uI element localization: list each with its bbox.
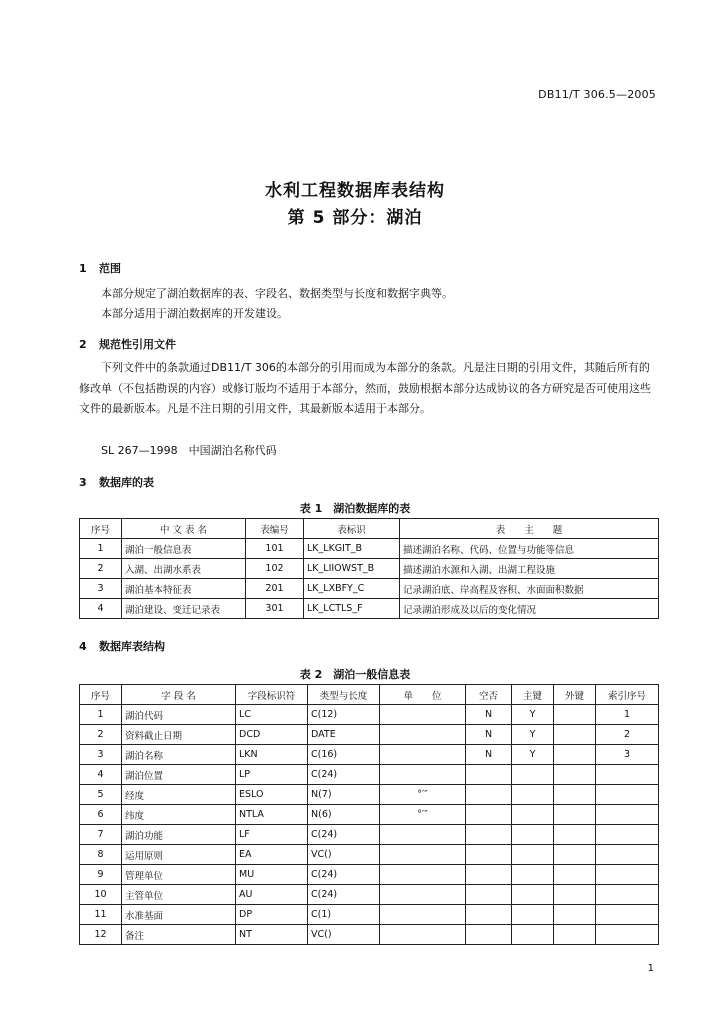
table-cell <box>466 825 512 845</box>
table-cell: 入湖、出湖水系表 <box>122 559 246 579</box>
table-cell: C(24) <box>308 865 380 885</box>
table-cell: °′″ <box>380 805 466 825</box>
table-row <box>80 865 659 885</box>
table-cell <box>554 725 596 745</box>
table-cell <box>512 925 554 945</box>
table-cell: 湖泊建设、变迁记录表 <box>122 599 246 619</box>
table-cell <box>512 845 554 865</box>
table-row <box>80 745 659 765</box>
table-cell <box>466 765 512 785</box>
table-cell <box>596 925 659 945</box>
table-row <box>80 539 659 559</box>
table-cell <box>380 925 466 945</box>
table-2-caption: 表 2 湖泊一般信息表 <box>299 668 411 681</box>
table-cell: 4 <box>80 599 122 619</box>
section-2-paragraph: 下列文件中的条款通过DB11/T 306的本部分的引用而成为本部分的条款。凡是注日期的引用文件，其随后所有的修改单（不包括勘误的内容）或修订版均不适用于本部分，然而，鼓励根据本部分达成协议的各方研究是否可使用这些文件的最新版本。凡是不注日期的引用文件，其最新版本适用于本部分。 <box>79 361 651 415</box>
table-cell <box>380 825 466 845</box>
section-1-paragraph-2: 本部分适用于湖泊数据库的开发建设。 <box>101 307 288 320</box>
table-cell: 水准基面 <box>122 905 236 925</box>
section-title: 数据库表结构 <box>99 640 165 653</box>
table-cell: MU <box>236 865 308 885</box>
table-cell <box>512 805 554 825</box>
table-cell <box>380 865 466 885</box>
table-cell: 经度 <box>122 785 236 805</box>
table-cell <box>596 785 659 805</box>
table-cell: 主管单位 <box>122 885 236 905</box>
table-cell: LP <box>236 765 308 785</box>
table-cell: LF <box>236 825 308 845</box>
table-row <box>80 785 659 805</box>
table-row <box>80 765 659 785</box>
table-cell: 11 <box>80 905 122 925</box>
table-cell: 1 <box>80 539 122 559</box>
section-number: 2 <box>79 338 87 351</box>
table-cell: 3 <box>80 579 122 599</box>
table-header-row <box>80 685 659 705</box>
section-number: 3 <box>79 476 87 489</box>
table-cell: 2 <box>80 725 122 745</box>
table-cell: C(24) <box>308 825 380 845</box>
table-cell: 管理单位 <box>122 865 236 885</box>
table-cell: 2 <box>80 559 122 579</box>
table-cell: 记录湖泊底、岸高程及容积、水面面积数据 <box>400 579 659 599</box>
table-cell: 湖泊功能 <box>122 825 236 845</box>
table-cell: 301 <box>246 599 304 619</box>
header-cell: 序号 <box>80 685 122 705</box>
page-number: 1 <box>647 963 654 974</box>
header-cell: 类型与长度 <box>308 685 380 705</box>
table-cell: 运用原则 <box>122 845 236 865</box>
table-cell: NTLA <box>236 805 308 825</box>
table-cell: 6 <box>80 805 122 825</box>
header-cell: 序号 <box>80 519 122 539</box>
table-cell <box>466 925 512 945</box>
table-row <box>80 805 659 825</box>
table-cell: 湖泊代码 <box>122 705 236 725</box>
section-1-paragraph-1: 本部分规定了湖泊数据库的表、字段名、数据类型与长度和数据字典等。 <box>101 287 453 300</box>
table-cell: 描述湖泊名称、代码、位置与功能等信息 <box>400 539 659 559</box>
table-cell: VC() <box>308 925 380 945</box>
header-cell: 主键 <box>512 685 554 705</box>
table-cell <box>466 845 512 865</box>
table-cell: 4 <box>80 765 122 785</box>
table-cell <box>466 805 512 825</box>
table-cell: C(1) <box>308 905 380 925</box>
table-cell: Y <box>512 745 554 765</box>
header-cell: 空否 <box>466 685 512 705</box>
table-cell: DP <box>236 905 308 925</box>
table-cell: LK_LXBFY_C <box>304 579 400 599</box>
table-cell <box>554 865 596 885</box>
table-cell <box>596 885 659 905</box>
table-cell: 湖泊名称 <box>122 745 236 765</box>
table-2 <box>79 684 659 945</box>
section-title: 范围 <box>99 262 121 275</box>
table-row <box>80 885 659 905</box>
table-cell: ESLO <box>236 785 308 805</box>
table-row <box>80 825 659 845</box>
table-cell: 12 <box>80 925 122 945</box>
table-cell: 5 <box>80 785 122 805</box>
table-row <box>80 705 659 725</box>
table-cell <box>554 705 596 725</box>
header-cell: 表编号 <box>246 519 304 539</box>
table-cell <box>554 745 596 765</box>
table-cell: 9 <box>80 865 122 885</box>
table-cell: N <box>466 705 512 725</box>
table-cell: 湖泊一般信息表 <box>122 539 246 559</box>
table-cell: 描述湖泊水源和入湖、出湖工程设施 <box>400 559 659 579</box>
table-cell: 10 <box>80 885 122 905</box>
table-cell <box>554 825 596 845</box>
table-cell <box>380 765 466 785</box>
section-1-heading <box>79 260 121 276</box>
table-cell <box>554 885 596 905</box>
table-cell: 102 <box>246 559 304 579</box>
header-cell: 中 文 表 名 <box>122 519 246 539</box>
table-cell <box>380 885 466 905</box>
table-cell <box>596 865 659 885</box>
section-2-heading <box>79 336 176 352</box>
table-cell <box>554 785 596 805</box>
table-cell: Y <box>512 725 554 745</box>
table-cell: 201 <box>246 579 304 599</box>
header-cell: 字 段 名 <box>122 685 236 705</box>
table-cell <box>466 865 512 885</box>
section-number: 1 <box>79 262 87 275</box>
table-cell: 101 <box>246 539 304 559</box>
table-header-row <box>80 519 659 539</box>
table-cell: Y <box>512 705 554 725</box>
section-4-heading <box>79 638 165 654</box>
table-cell <box>512 885 554 905</box>
table-cell <box>596 845 659 865</box>
table-cell <box>554 905 596 925</box>
table-cell: AU <box>236 885 308 905</box>
table-cell: C(12) <box>308 705 380 725</box>
table-cell: 资料截止日期 <box>122 725 236 745</box>
header-cell: 外键 <box>554 685 596 705</box>
table-cell <box>380 745 466 765</box>
table-row <box>80 599 659 619</box>
section-3-heading <box>79 474 154 490</box>
header-cell: 字段标识符 <box>236 685 308 705</box>
table-cell: VC() <box>308 845 380 865</box>
table-cell: NT <box>236 925 308 945</box>
section-title: 数据库的表 <box>99 476 154 489</box>
table-cell <box>466 905 512 925</box>
header-cell: 索引序号 <box>596 685 659 705</box>
table-cell: DATE <box>308 725 380 745</box>
table-cell <box>596 805 659 825</box>
table-cell: 1 <box>80 705 122 725</box>
table-cell: 湖泊位置 <box>122 765 236 785</box>
table-row <box>80 925 659 945</box>
table-cell: N <box>466 725 512 745</box>
table-row <box>80 559 659 579</box>
header-cell: 表标识 <box>304 519 400 539</box>
table-cell: C(16) <box>308 745 380 765</box>
table-cell: 湖泊基本特征表 <box>122 579 246 599</box>
table-cell <box>380 705 466 725</box>
table-cell <box>512 865 554 885</box>
table-cell: 2 <box>596 725 659 745</box>
table-cell: LC <box>236 705 308 725</box>
table-cell: N(7) <box>308 785 380 805</box>
table-cell: LKN <box>236 745 308 765</box>
document-title: 水利工程数据库表结构 <box>265 181 445 201</box>
table-cell: 备注 <box>122 925 236 945</box>
document-subtitle: 第 5 部分：湖泊 <box>287 208 423 228</box>
table-cell: N(6) <box>308 805 380 825</box>
table-cell <box>512 765 554 785</box>
table-cell <box>554 765 596 785</box>
table-cell: 记录湖泊形成及以后的变化情况 <box>400 599 659 619</box>
table-cell <box>596 765 659 785</box>
table-cell <box>466 785 512 805</box>
table-cell: LK_LCTLS_F <box>304 599 400 619</box>
table-cell <box>512 905 554 925</box>
header-cell: 表 主 题 <box>400 519 659 539</box>
table-cell: 3 <box>80 745 122 765</box>
section-title: 规范性引用文件 <box>99 338 176 351</box>
table-cell: EA <box>236 845 308 865</box>
table-cell <box>380 725 466 745</box>
normative-reference: SL 267—1998 中国湖泊名称代码 <box>101 444 277 457</box>
table-cell: LK_LKGIT_B <box>304 539 400 559</box>
table-cell: C(24) <box>308 765 380 785</box>
section-number: 4 <box>79 640 87 653</box>
header-cell: 单 位 <box>380 685 466 705</box>
table-cell: 1 <box>596 705 659 725</box>
table-cell: N <box>466 745 512 765</box>
table-1-caption: 表 1 湖泊数据库的表 <box>299 502 411 515</box>
table-cell <box>380 845 466 865</box>
table-cell: 7 <box>80 825 122 845</box>
table-cell <box>380 905 466 925</box>
table-row <box>80 905 659 925</box>
table-cell <box>512 825 554 845</box>
standard-code: DB11/T 306.5—2005 <box>538 88 656 101</box>
table-cell: C(24) <box>308 885 380 905</box>
table-row <box>80 725 659 745</box>
table-cell <box>512 785 554 805</box>
table-cell: DCD <box>236 725 308 745</box>
table-cell <box>596 825 659 845</box>
table-cell: °′″ <box>380 785 466 805</box>
table-1 <box>79 518 659 619</box>
table-cell <box>466 885 512 905</box>
table-cell <box>596 905 659 925</box>
table-row <box>80 845 659 865</box>
table-cell <box>554 845 596 865</box>
table-cell <box>554 805 596 825</box>
table-row <box>80 579 659 599</box>
table-cell <box>554 925 596 945</box>
table-cell: LK_LIIOWST_B <box>304 559 400 579</box>
table-cell: 8 <box>80 845 122 865</box>
table-cell: 纬度 <box>122 805 236 825</box>
table-cell: 3 <box>596 745 659 765</box>
